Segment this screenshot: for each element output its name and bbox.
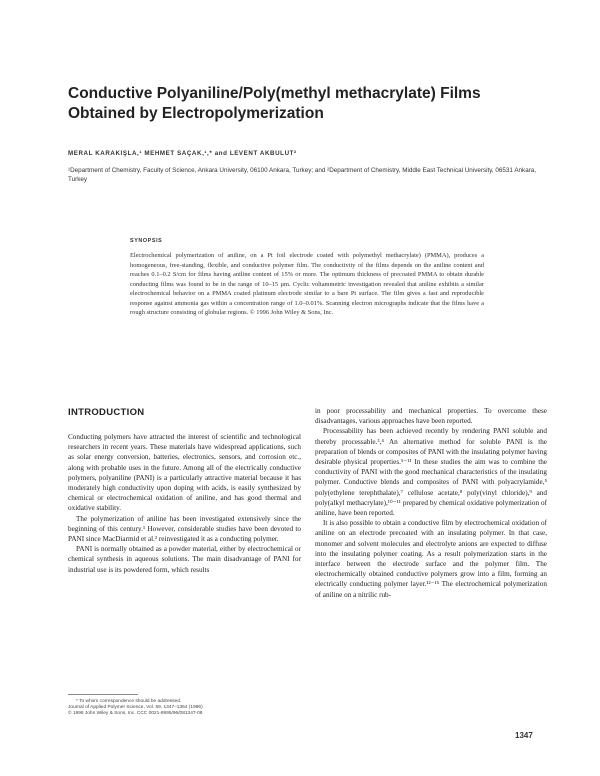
- title-line-1: Conductive Polyaniline/Poly(methyl methacrylate) Films: [68, 85, 481, 102]
- introduction-heading: INTRODUCTION: [68, 407, 145, 418]
- paragraph: The polymerization of aniline has been investigated extensively since the beginning of this century.¹ However, considerable studies have been devoted to PANI since MacDiarmid et al.² reinvestigated it as a conducting polymer.: [68, 514, 301, 544]
- author-list: MERAL KARAKIŞLA,¹ MEHMET SAÇAK,¹,* and LEVENT AKBULUT²: [68, 150, 297, 157]
- synopsis-heading: SYNOPSIS: [130, 238, 163, 244]
- paragraph: in poor processability and mechanical properties. To overcome these disadvantages, various approaches have been reported.: [315, 407, 547, 426]
- footnote-line: Journal of Applied Polymer Science, Vol. 59, 1347–1354 (1996): [68, 705, 203, 711]
- left-column: [68, 432, 301, 575]
- affiliations: ¹Department of Chemistry, Faculty of Science, Ankara University, 06100 Ankara, Turkey; and ²Department of Chemistry, Middle East Technical University, 06531 Ankara, Turkey: [68, 167, 537, 183]
- title-line-2: Obtained by Electropolymerization: [68, 105, 324, 122]
- paragraph: Processability has been achieved recently by rendering PANI soluble and thereby processable.³,⁴ An alternative method for soluble PANI is the preparation of blends or composites of PANI with the insulating polymer having desirable physical properties.⁵⁻¹¹ In these studies the aim was to combine the conductivity of PANI with the good mechanical characteristics of the insulating polymer. Conductive blends and composites of PANI with polyacrylamide,⁵ poly(ethylene terephthalate),⁷ cellulose acetate,⁸ poly(vinyl chloride),⁹ and poly(alkyl methacrylate),¹⁰⁻¹¹ prepared by chemical oxidative polymerization of aniline, have been reported.: [315, 427, 547, 518]
- paragraph: Conducting polymers have attracted the interest of scientific and technological researchers in recent years. These materials have widespread applications, such as solar energy conversion, batteries, electronics, sensors, and corrosion etc., along with probable uses in the future. Among all of the electrically conductive polymers, polyaniline (PANI) is a particularly attractive material because it has moderately high conductivity upon doping with acids, is easily synthesized by chemical or electrochemical oxidation of aniline, and has good thermal and oxidative stability.: [68, 433, 301, 513]
- footnote-line: © 1996 John Wiley & Sons, Inc. CCC 0021-8995/96/081347-08: [68, 711, 203, 717]
- article-title: [68, 84, 548, 124]
- page-number: 1347: [515, 731, 533, 740]
- footnote-rule: [68, 694, 138, 695]
- footnote-line: * To whom correspondence should be addressed.: [76, 699, 182, 704]
- right-column: [315, 406, 547, 600]
- paragraph: PANI is normally obtained as a powder material, either by electrochemical or chemical synthesis in aqueous solutions. The main disadvantage of PANI for industrial use is its powdered form, which results: [68, 545, 301, 574]
- paragraph: It is also possible to obtain a conductive film by electrochemical oxidation of aniline on an electrode precoated with an insulating polymer. In that case, monomer and solvent molecules and electrolyte anions are expected to diffuse into the insulating polymer coating. As a result polymerization starts in the interface between the electrode surface and the polymer film. The electrochemically obtained conductive polymers grow into a film, forming an electrically conducting polymer layer.¹²⁻¹⁵ The electrochemical polymerization of aniline on a nitrilic rub-: [315, 519, 547, 599]
- synopsis-text: Electrochemical polymerization of aniline, on a Pt foil electrode coated with polymethyl methacrylate) (PMMA), produces a homogeneous, free-standing, flexible, and conductive polymer film. The conductivity of the films depends on the aniline content and reaches 0.1–0.2 S/cm for films having aniline content of 15% or more. The optimum thickness of precoated PMMA to obtain durable conducting films was found to be in the range of 10–15 µm. Cyclic voltammetric investigation revealed that aniline exhibits a similar electrochemical behavior on a PMMA coated platinum electrode similar to a bare Pt surface. The film gives a fast and reproducible response against ammonia gas within a concentration range of 1.0–0.01%. Scanning electron micrographs indicate that the films have a rough structure consisting of globular regions. © 1996 John Wiley & Sons, Inc.: [130, 252, 484, 316]
- footnotes: [68, 699, 268, 718]
